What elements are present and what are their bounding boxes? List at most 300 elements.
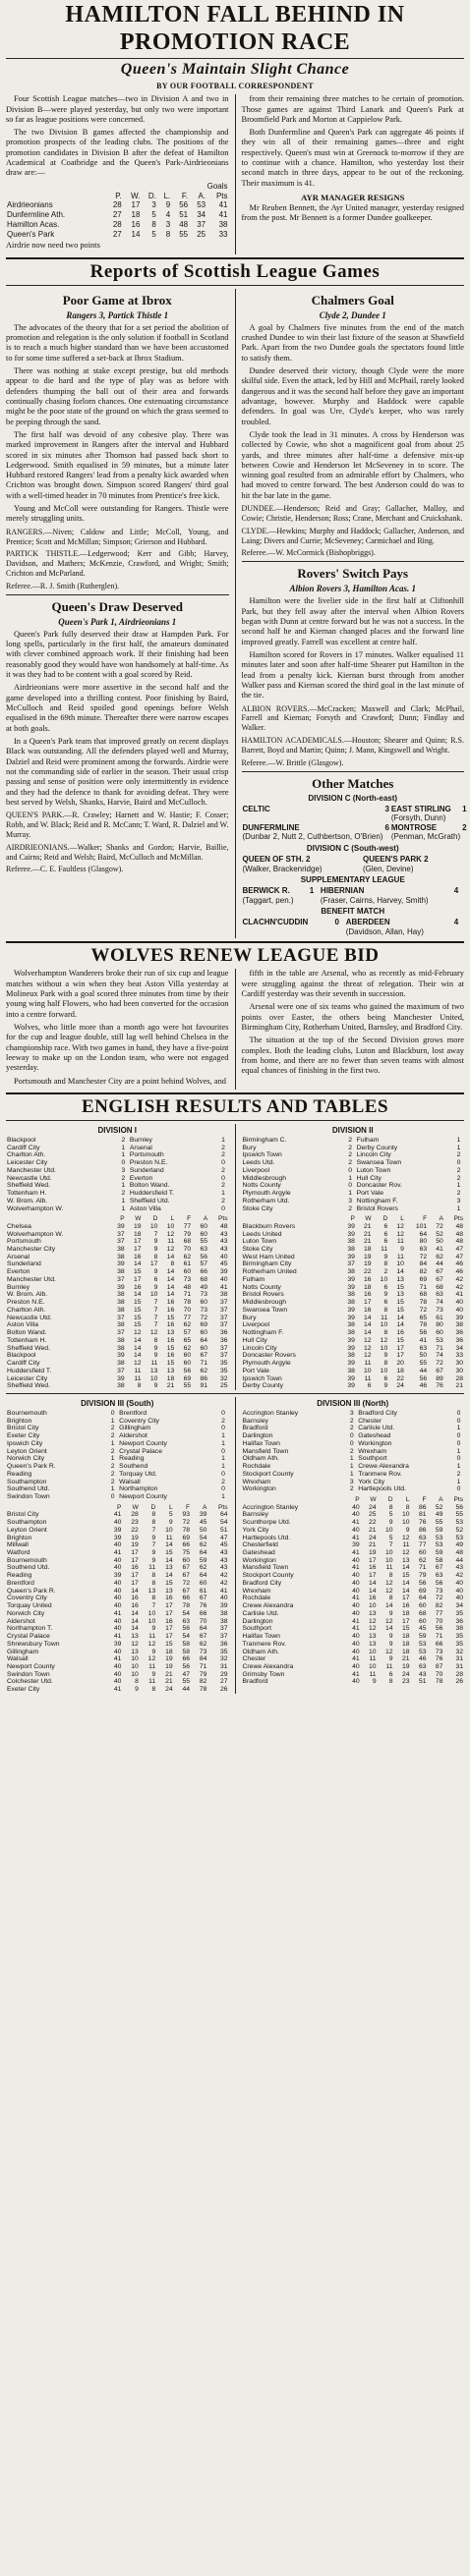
table-cell: 66 <box>199 1609 207 1617</box>
result-row <box>6 1485 229 1493</box>
table-cell: 6 <box>383 1374 388 1382</box>
table-cell: 60 <box>200 1222 208 1230</box>
column-header <box>6 1215 109 1223</box>
home-score: 1 <box>110 1485 115 1493</box>
home-team: Stockport County <box>242 1470 294 1478</box>
result-row <box>242 1145 465 1152</box>
league-table-row <box>6 1382 229 1390</box>
table-cell: 5 <box>151 229 156 239</box>
table-cell: 11 <box>167 1238 175 1246</box>
table-cell: 10 <box>401 1519 410 1527</box>
byline: BY OUR FOOTBALL CORRESPONDENT <box>156 82 314 91</box>
table-cell: 41 <box>352 1625 360 1633</box>
column-header: D <box>152 1215 158 1223</box>
result-row <box>242 1190 465 1198</box>
divider <box>6 58 464 59</box>
team-name: Preston N.E. <box>7 1299 45 1307</box>
home-score: 0 <box>349 1432 354 1440</box>
results-table <box>6 1410 229 1501</box>
table-cell: 9 <box>383 1253 388 1260</box>
main-headline-line2: PROMOTION RACE <box>119 29 351 56</box>
table-cell: 64 <box>219 1511 228 1519</box>
away-team: (Penman, McGrath) <box>390 832 461 842</box>
team-name: Crewe Alexandra <box>242 1662 294 1670</box>
away-team: Wrexham <box>358 1447 387 1455</box>
table-cell: 24 <box>165 1686 173 1694</box>
division-heading: BENEFIT MATCH <box>321 907 385 917</box>
team-name: Accrington Stanley <box>242 1503 299 1511</box>
home-score: 1 <box>110 1417 115 1425</box>
table-cell: 3 <box>165 219 171 229</box>
table-cell: 62 <box>436 1253 443 1260</box>
league-table-row <box>242 1337 465 1345</box>
league-table-row <box>242 1329 465 1337</box>
away-score: 2 <box>221 1144 225 1151</box>
team-name: Reading <box>7 1572 32 1580</box>
table-cell: 37 <box>219 1352 228 1360</box>
away-team: MONTROSE <box>390 822 438 832</box>
table-cell: 6 <box>383 1230 388 1238</box>
table-cell: 56 <box>419 1374 428 1382</box>
team-name: Luton Town <box>242 1238 277 1246</box>
league-table-row <box>6 1260 229 1268</box>
referee: Referee.—W. McCormick (Bishopbriggs). <box>241 548 376 558</box>
team-name: Leeds United <box>242 1230 282 1238</box>
team-name: Fulham <box>242 1275 265 1283</box>
table-cell: 19 <box>165 1662 173 1670</box>
table-cell: 21 <box>401 1655 410 1663</box>
table-cell: 53 <box>197 200 206 210</box>
table-cell: 79 <box>183 1230 192 1238</box>
table-cell: 69 <box>419 1275 428 1283</box>
home-score: 0 <box>348 1166 352 1174</box>
results-table <box>242 1410 465 1493</box>
table-cell: 72 <box>436 1222 443 1230</box>
away-score: 0 <box>221 1204 225 1212</box>
home-score: 1 <box>121 1144 126 1151</box>
table-cell: 40 <box>352 1602 360 1610</box>
table-cell: 39 <box>347 1344 355 1352</box>
table-cell: 11 <box>381 1246 388 1254</box>
table-cell: 64 <box>200 1336 208 1344</box>
table-cell: 14 <box>133 1336 142 1344</box>
table-cell: 37 <box>117 1329 125 1337</box>
away-team: Hull City <box>356 1174 382 1182</box>
table-cell: 35 <box>455 1609 463 1617</box>
table-cell: 7 <box>388 1541 393 1549</box>
table-cell: 10 <box>380 1367 388 1374</box>
table-cell: 13 <box>369 1633 377 1641</box>
table-cell: 40 <box>352 1678 360 1686</box>
league-table-row <box>242 1633 465 1641</box>
table-cell: 53 <box>455 1519 463 1527</box>
away-team: Huddersfield T. <box>129 1190 175 1198</box>
table-cell: 11 <box>364 1374 372 1382</box>
away-score: 1 <box>456 1447 461 1455</box>
table-cell: 36 <box>219 1336 228 1344</box>
divider <box>6 285 464 286</box>
other-results <box>242 918 465 936</box>
table-cell: 6 <box>383 1299 388 1307</box>
team-name: Carlisle Utd. <box>242 1609 279 1617</box>
result-row <box>6 1479 229 1486</box>
home-score <box>304 896 320 906</box>
result-row <box>242 1182 465 1190</box>
table-cell: 63 <box>419 1344 428 1352</box>
away-team: York City <box>358 1478 385 1485</box>
table-cell: 35 <box>455 1633 463 1641</box>
table-cell: 41 <box>352 1595 360 1602</box>
team-name: Grimsby Town <box>242 1670 285 1678</box>
table-cell: 40 <box>219 1275 228 1283</box>
table-cell: 24 <box>396 1382 404 1390</box>
league-table-row <box>6 1588 229 1596</box>
table-cell: 41 <box>436 1246 443 1254</box>
league-table-header <box>6 1215 229 1223</box>
table-cell: 5 <box>388 1511 393 1519</box>
table-cell: 39 <box>117 1222 125 1230</box>
table-cell: 34 <box>455 1344 463 1352</box>
table-cell: 42 <box>219 1572 228 1580</box>
table-cell: 40 <box>113 1670 122 1678</box>
home-team: Tottenham H. <box>7 1190 47 1198</box>
home-score: 1 <box>110 1455 115 1463</box>
result-row <box>6 1448 229 1456</box>
table-cell: 9 <box>400 1246 404 1254</box>
table-cell: 77 <box>418 1541 427 1549</box>
table-cell: 14 <box>385 1602 393 1610</box>
table-cell: 35 <box>455 1640 463 1648</box>
team-name: Coventry City <box>7 1595 47 1602</box>
table-cell: 2 <box>383 1268 388 1276</box>
away-team: Northampton <box>119 1485 158 1493</box>
table-cell: 54 <box>182 1609 191 1617</box>
table-cell: 10 <box>149 1222 158 1230</box>
away-score: 0 <box>456 1409 461 1417</box>
reports-headline: Reports of Scottish League Games <box>89 260 381 282</box>
league-table-row <box>6 1360 229 1368</box>
table-cell: 77 <box>183 1222 192 1230</box>
league-table-row <box>6 1527 229 1535</box>
away-score: 2 <box>221 1166 225 1174</box>
table-cell: 40 <box>113 1617 122 1625</box>
table-cell: 56 <box>455 1503 463 1511</box>
league-table-row <box>242 1360 465 1368</box>
reports-left-column <box>6 289 229 939</box>
table-cell: 66 <box>435 1640 443 1648</box>
column-header <box>6 1504 105 1512</box>
table-cell: 54 <box>219 1519 228 1527</box>
away-score: 1 <box>221 1432 225 1440</box>
column-header: P <box>120 1215 125 1223</box>
league-table-row <box>6 1276 229 1284</box>
sub-headline: Queen's Maintain Slight Chance <box>120 61 350 79</box>
table-cell: 53 <box>435 1541 443 1549</box>
team-name: Sheffield Wed. <box>7 1344 50 1352</box>
lead-right-column <box>235 94 465 253</box>
table-cell: 7 <box>151 1541 156 1549</box>
home-score <box>346 855 362 865</box>
report-paragraph: Hamilton were the livelier side in the first half at Cliftonhill Park, but they fell away after the interval when Albion Rovers began with Dunn at centre forward but he was not a success. In the second half he and Kiernan changed places and the forward line improved greatly. Farrell was excellent at centre half. <box>241 596 464 646</box>
table-cell: 10 <box>401 1511 410 1519</box>
table-cell: 62 <box>183 1344 192 1352</box>
away-team: Chester <box>358 1417 382 1425</box>
table-cell: 25 <box>219 1382 228 1390</box>
table-cell: 8 <box>151 219 156 229</box>
table-cell: 71 <box>419 1283 428 1291</box>
league-table-row <box>6 1549 229 1557</box>
home-score: 1 <box>349 1463 354 1471</box>
reports-right-column <box>235 289 465 939</box>
table-cell: 56 <box>200 1253 208 1260</box>
table-cell: 41 <box>352 1519 360 1527</box>
league-table-row <box>6 1678 229 1686</box>
table-cell: 48 <box>219 1222 228 1230</box>
table-cell: 12 <box>385 1617 393 1625</box>
report-paragraph: A goal by Chalmers five minutes from the end of the match crushed Dundee to win their last fixture of the season at Shawfield Park. Apart from the two Dundee goals the spectators found little to satisfy them. <box>241 322 464 363</box>
table-cell: 47 <box>455 1246 463 1254</box>
table-cell: 10 <box>380 1275 388 1283</box>
table-cell: 14 <box>396 1321 404 1329</box>
table-cell: 24 <box>401 1670 410 1678</box>
away-score: 0 <box>456 1432 461 1440</box>
report-paragraph: The first half was devoid of any cohesive play. There was marked improvement in Rangers after the interval and Hubbard scored in six minutes after Thomson had passed back short to Ledgerwood. Smith equalised in 59 minutes, but a minute later Hubbard restored Rangers' lead from a penalty kick awarded when Crichton was brought down. Simpson scored Rangers' third goal with a well-timed header in 70 minutes from Prentice's free kick. <box>6 429 229 500</box>
table-cell: 73 <box>199 1648 207 1655</box>
table-cell: 39 <box>347 1253 355 1260</box>
table-cell: 40 <box>113 1587 122 1595</box>
table-cell: 13 <box>396 1291 404 1299</box>
table-cell: 18 <box>401 1633 410 1641</box>
table-cell: 14 <box>401 1587 410 1595</box>
result-row <box>6 1145 229 1152</box>
table-cell: 18 <box>396 1367 404 1374</box>
table-cell: 30 <box>455 1367 463 1374</box>
table-cell: 60 <box>183 1352 192 1360</box>
table-cell: 15 <box>401 1625 410 1633</box>
english-lower <box>6 1397 464 1694</box>
team-name: Southampton <box>7 1519 47 1527</box>
table-cell: 4 <box>165 210 171 220</box>
table-cell: 12 <box>364 1352 372 1360</box>
team-name: Bournemouth <box>7 1556 47 1564</box>
table-cell: 52 <box>436 1230 443 1238</box>
home-score: 6 <box>384 822 389 832</box>
table-cell: 67 <box>182 1572 191 1580</box>
table-cell: 40 <box>455 1579 463 1587</box>
table-cell: 17 <box>401 1617 410 1625</box>
table-cell: 16 <box>401 1602 410 1610</box>
table-cell: 13 <box>166 1367 175 1374</box>
home-score <box>329 927 345 937</box>
team-name: W. Brom. Alb. <box>7 1291 48 1299</box>
table-cell: 62 <box>418 1556 427 1564</box>
league-table-row <box>242 1602 465 1610</box>
table-cell: 75 <box>182 1548 191 1556</box>
table-cell: 37 <box>219 1306 228 1314</box>
table-cell: 56 <box>418 1579 427 1587</box>
home-team: Reading <box>7 1470 32 1478</box>
table-cell: 11 <box>134 1374 142 1382</box>
table-cell: 14 <box>396 1268 404 1276</box>
home-score: 0 <box>121 1159 126 1167</box>
league-table-row <box>6 1511 229 1519</box>
table-cell: 12 <box>369 1617 377 1625</box>
league-table-row <box>242 1223 465 1231</box>
league-table-row <box>242 1511 465 1519</box>
table-cell: 65 <box>419 1314 428 1321</box>
table-cell: 56 <box>435 1579 443 1587</box>
table-cell: 40 <box>113 1556 122 1564</box>
table-cell: 48 <box>455 1548 463 1556</box>
away-score: 2 <box>221 1182 225 1190</box>
home-team: Queen's Park R. <box>7 1463 56 1471</box>
away-score: 2 <box>221 1197 225 1204</box>
away-team: (Glen, Devine) <box>362 864 414 873</box>
league-table-row <box>242 1315 465 1322</box>
home-team: Wrexham <box>242 1478 271 1485</box>
table-cell: 14 <box>166 1268 175 1276</box>
table-cell: 15 <box>396 1283 404 1291</box>
league-table-row <box>6 1564 229 1572</box>
league-table-row <box>242 1671 465 1679</box>
table-cell: 14 <box>131 1625 139 1633</box>
table-cell: 44 <box>436 1260 443 1268</box>
away-score: 1 <box>456 1425 461 1432</box>
report-score: Albion Rovers 3, Hamilton Acas. 1 <box>289 584 416 594</box>
table-cell: 73 <box>200 1306 208 1314</box>
away-team: Gillingham <box>119 1425 151 1432</box>
table-cell: 37 <box>197 219 206 229</box>
home-team: Norwich City <box>7 1455 45 1463</box>
league-table-row <box>242 1382 465 1390</box>
wolves-left-column <box>6 969 229 1090</box>
table-cell: 5 <box>151 210 156 220</box>
home-score: 3 <box>121 1166 126 1174</box>
table-cell: 54 <box>182 1633 191 1641</box>
table-cell: 40 <box>219 1253 228 1260</box>
table-cell: 9 <box>168 1519 173 1527</box>
table-cell: 9 <box>372 1678 377 1686</box>
league-table <box>242 1215 465 1390</box>
away-team: Hartlepools Utd. <box>358 1485 406 1493</box>
report-title: Poor Game at Ibrox <box>62 292 172 308</box>
away-score: 0 <box>221 1485 225 1493</box>
wolves-story <box>6 969 464 1090</box>
table-cell: 86 <box>418 1503 427 1511</box>
away-score: 0 <box>221 1425 225 1432</box>
away-team: Lincoln City <box>356 1151 391 1159</box>
table-cell: 9 <box>405 1526 410 1534</box>
table-cell: 15 <box>165 1579 173 1587</box>
league-table-row <box>242 1345 465 1353</box>
table-cell: 8 <box>388 1595 393 1602</box>
table-cell: 40 <box>352 1579 360 1587</box>
league-table-header <box>242 1215 465 1223</box>
table-cell: 9 <box>153 1238 158 1246</box>
table-cell: 55 <box>435 1519 443 1527</box>
table-cell: 28 <box>112 200 122 210</box>
table-cell: 17 <box>364 1299 372 1307</box>
team-lineup: PARTICK THISTLE.—Ledgerwood; Kerr and Gibb; Harvey, Davidson, and Mathers; McKenzie, Crawford, and Wright; Smith; Crichton and McParland. <box>6 549 229 579</box>
report-paragraph: In a Queen's Park team that improved greatly on recent displays Black was outstanding. All the defenders played well and Murray, Dalziel and Reid were prominent among the forwards. Airdrie were not the commanding side of earlier in the season. Their usual crisp passing and sense of position were only intermittently in evidence and they had the defence to thank for avoiding defeat. They were best served by Welsh, Shanks, Harvie, Baird and McCulloch. <box>6 737 229 808</box>
team-name: Queen's Park <box>7 229 55 239</box>
table-cell: 10 <box>166 1222 175 1230</box>
table-cell: 56 <box>182 1662 191 1670</box>
team-lineup: RANGERS.—Niven; Caldow and Little; McColl, Young, and Prentice; Scott and McMillan; Simpson; Grierson and Hubbard. <box>6 527 229 546</box>
table-cell: 67 <box>435 1564 443 1572</box>
table-cell: 18 <box>401 1609 410 1617</box>
table-cell: 15 <box>133 1306 142 1314</box>
result-row <box>6 1137 229 1145</box>
table-cell: 24 <box>369 1534 377 1541</box>
home-score: 1 <box>121 1182 126 1190</box>
table-row <box>6 200 229 210</box>
away-team: Aldershot <box>119 1432 147 1440</box>
table-cell: 38 <box>117 1336 125 1344</box>
result-row <box>242 1151 465 1159</box>
table-cell: 21 <box>369 1526 377 1534</box>
table-cell: 9 <box>153 1344 158 1352</box>
team-name: Brighton <box>7 1534 32 1541</box>
table-cell: 42 <box>219 1579 228 1587</box>
result-row <box>242 1425 465 1432</box>
table-cell: 37 <box>117 1314 125 1321</box>
english-upper <box>6 1124 464 1390</box>
table-cell: 11 <box>148 1662 156 1670</box>
away-score: 0 <box>221 1159 225 1167</box>
home-score: 1 <box>121 1151 126 1159</box>
away-team: HIBERNIAN <box>320 886 365 896</box>
table-cell: 10 <box>149 1374 158 1382</box>
table-cell: 38 <box>218 219 228 229</box>
table-cell: 22 <box>364 1268 372 1276</box>
result-row <box>242 1159 465 1167</box>
league-table-row <box>6 1625 229 1633</box>
table-cell: 16 <box>364 1306 372 1314</box>
team-name: Arsenal <box>7 1253 30 1260</box>
away-score: 1 <box>456 1204 461 1212</box>
home-team: Brighton <box>7 1417 32 1425</box>
column-header: A <box>439 1496 443 1504</box>
result-row <box>242 1198 465 1205</box>
division-2-column <box>235 1124 465 1390</box>
table-cell: 41 <box>218 200 228 210</box>
team-name: Cardiff City <box>7 1360 40 1368</box>
ayr-headline: AYR MANAGER RESIGNS <box>301 193 405 203</box>
table-cell: 9 <box>383 1352 388 1360</box>
league-table-row <box>6 1368 229 1375</box>
table-cell: 32 <box>455 1648 463 1655</box>
table-cell: 26 <box>455 1678 463 1686</box>
away-team: (Forsyth, Dunn) <box>390 813 446 823</box>
table-cell: 8 <box>151 1686 156 1694</box>
league-table-row <box>242 1527 465 1535</box>
home-score: 2 <box>110 1425 115 1432</box>
table-cell: 91 <box>200 1382 208 1390</box>
table-cell: 40 <box>352 1609 360 1617</box>
away-team: Port Vale <box>356 1190 384 1198</box>
home-score: 3 <box>384 804 389 813</box>
result-row <box>6 1493 229 1501</box>
column-header: F <box>423 1215 428 1223</box>
league-table-row <box>242 1368 465 1375</box>
table-cell: 10 <box>147 1609 156 1617</box>
table-cell: 56 <box>183 1367 192 1374</box>
table-cell: 18 <box>131 210 141 220</box>
home-team: CELTIC <box>242 804 270 813</box>
report-paragraph: Hamilton scored for Rovers in 17 minutes. Walker equalised 11 minutes later and soon after half-time Shearer put Hamilton in the lead from a penalty kick. Kiernan burst through from another Walker pass and Kiernan scored the third goal in the last minute of the tie. <box>241 649 464 700</box>
team-name: Wolverhampton W. <box>7 1230 64 1238</box>
